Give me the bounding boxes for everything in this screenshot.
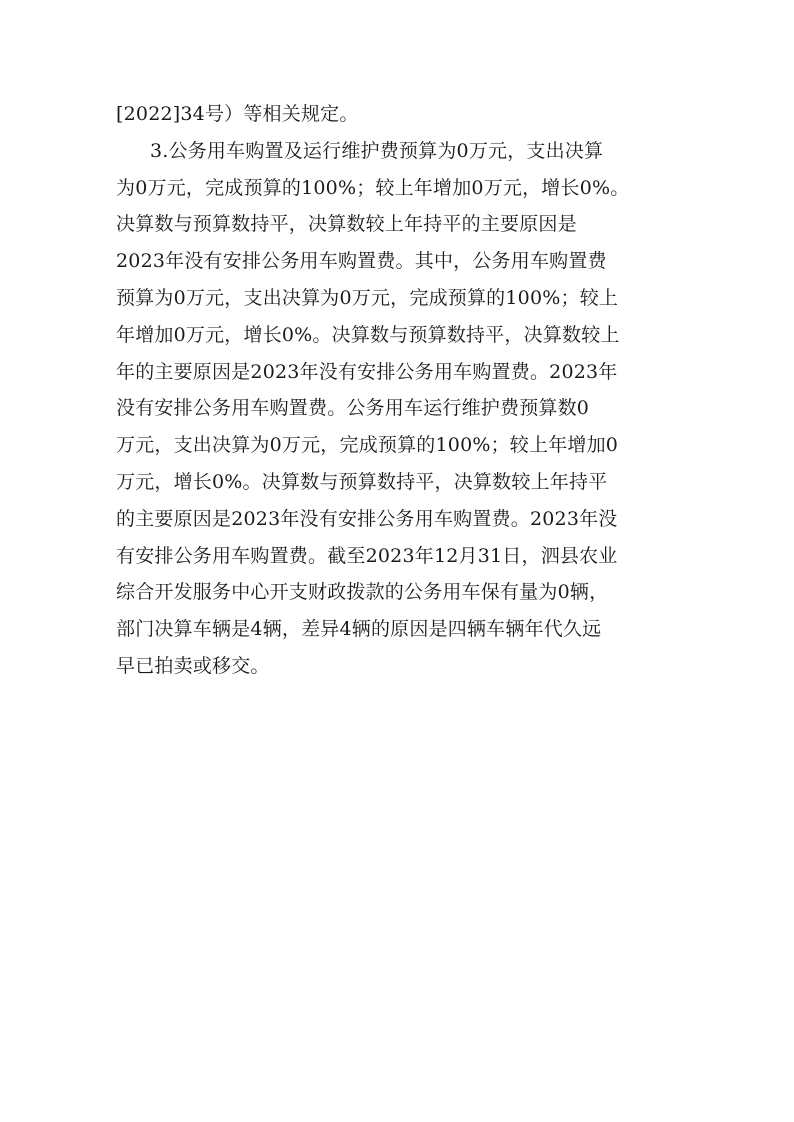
- text-line-1: [2022]34号）等相关规定。: [116, 103, 359, 125]
- text-line-15: 部门决算车辆是4辆，差异4辆的原因是四辆车辆年代久远: [116, 618, 602, 641]
- text-line-13: 有安排公务用车购置费。截至2023年12月31日，泗县农业: [116, 544, 618, 567]
- text-line-8: 年的主要原因是2023年没有安排公务用车购置费。2023年: [116, 360, 618, 383]
- text-line-10: 万元，支出决算为0万元，完成预算的100%；较上年增加0: [116, 434, 619, 457]
- text-line-5: 2023年没有安排公务用车购置费。其中，公务用车购置费: [116, 250, 607, 273]
- text-line-16: 早已拍卖或移交。: [116, 654, 270, 677]
- text-line-9: 没有安排公务用车购置费。公务用车运行维护费预算数0: [116, 397, 590, 420]
- text-line-4: 决算数与预算数持平，决算数较上年持平的主要原因是: [116, 213, 577, 236]
- text-line-12: 的主要原因是2023年没有安排公务用车购置费。2023年没: [116, 507, 618, 530]
- text-line-6: 预算为0万元，支出决算为0万元，完成预算的100%；较上: [116, 286, 619, 309]
- text-line-7: 年增加0万元，增长0%。决算数与预算数持平，决算数较上: [116, 323, 620, 346]
- text-line-3: 为0万元，完成预算的100%；较上年增加0万元，增长0%。: [116, 176, 630, 199]
- text-line-14: 综合开发服务中心开支财政拨款的公务用车保有量为0辆，: [116, 581, 609, 604]
- text-line-2: 3.公务用车购置及运行维护费预算为0万元，支出决算: [150, 139, 604, 162]
- text-line-11: 万元，增长0%。决算数与预算数持平，决算数较上年持平: [116, 470, 608, 493]
- document-body: [116, 96, 686, 685]
